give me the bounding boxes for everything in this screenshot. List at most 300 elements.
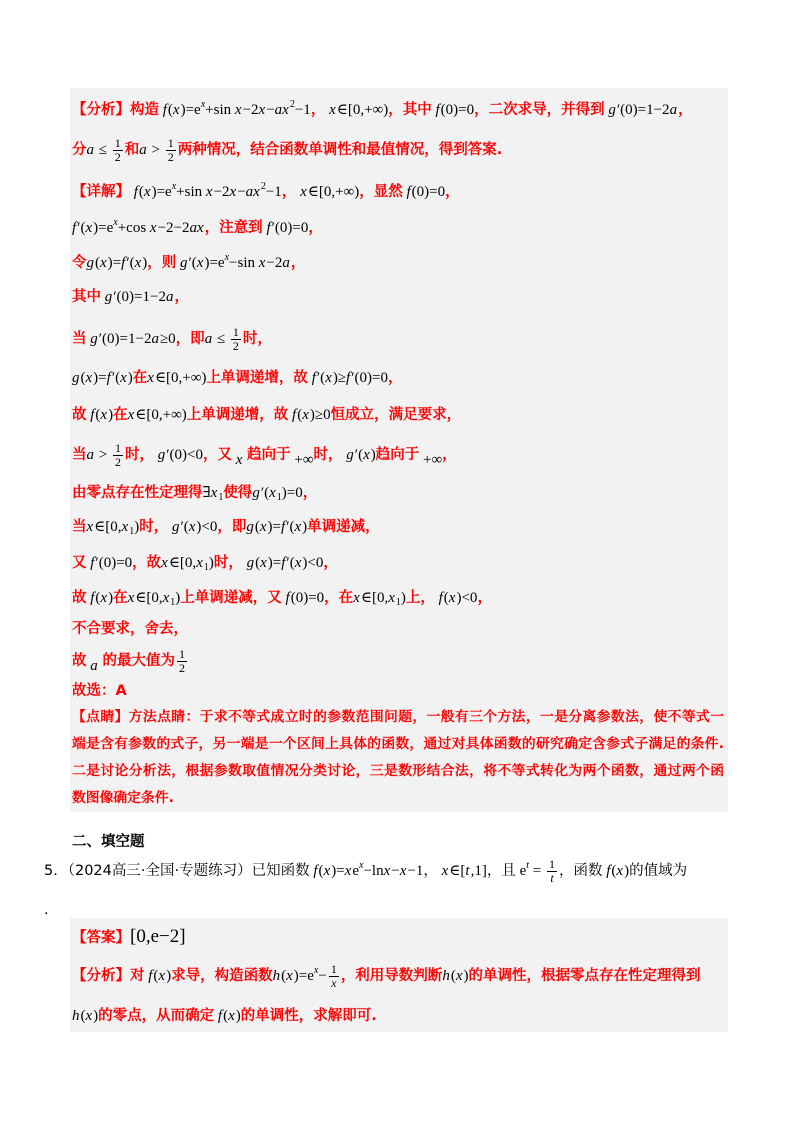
math-expression: = [529, 863, 545, 879]
math-expression: ′( [286, 519, 295, 535]
math-variable: x [286, 968, 293, 984]
solution-text: 由零点存在性定理得 [72, 485, 203, 501]
math-subscript: 1 [203, 562, 209, 573]
math-variable: x [448, 590, 456, 606]
math-variable: x [202, 184, 213, 200]
math-variable: a [86, 142, 94, 158]
math-variable: x [260, 555, 267, 571]
math-expression: ′( [354, 447, 364, 463]
fraction-numerator: 1 [114, 440, 121, 455]
math-variable: h [442, 968, 450, 984]
math-variable: h [72, 1008, 80, 1024]
math-expression: ) [302, 519, 308, 535]
math-expression: ′(0)=1−2 [98, 331, 152, 347]
math-variable: x [437, 863, 449, 879]
math-variable: ax [189, 220, 204, 236]
math-expression: −ln [363, 863, 384, 879]
math-expression: ) [208, 555, 214, 571]
fraction-numerator: 1 [167, 135, 174, 150]
math-expression: ′( [111, 370, 121, 386]
math-variable: f [106, 370, 111, 386]
fraction-denominator: 2 [167, 149, 174, 164]
math-variable: x [323, 863, 331, 879]
math-expression: ∈[0, [135, 590, 163, 606]
solution-text: 当 [72, 447, 87, 463]
math-variable: g [86, 331, 98, 347]
math-expression: (0)=0 [440, 102, 475, 118]
math-expression: ∃ [202, 485, 211, 501]
solution-text: ， [310, 102, 326, 118]
math-variable: g [604, 102, 616, 118]
fraction-denominator: 2 [179, 660, 185, 675]
math-variable: x [172, 102, 180, 118]
solution-text: 令 [72, 255, 87, 271]
solution-text: 恒成立，满足要求， [330, 407, 462, 423]
math-variable: g [153, 447, 166, 463]
solution-text: 故 [72, 653, 87, 669]
math-expression: > [147, 142, 164, 158]
solution-text: ， [174, 289, 189, 305]
math-expression: )=e [180, 102, 201, 118]
math-expression: ( [80, 1008, 86, 1024]
solution-text: 时， [242, 331, 272, 347]
math-variable: f [307, 370, 316, 386]
solution-text: 时， [124, 447, 154, 463]
solution-text: 趋向于 [247, 447, 291, 463]
math-variable: x [455, 968, 463, 984]
math-variable: x [388, 590, 395, 606]
math-variable: x [353, 590, 360, 606]
analysis-line [72, 361, 402, 395]
math-variable: x [231, 102, 242, 118]
math-expression: ∈[0, [168, 555, 197, 571]
solution-text: ，注意到 [204, 220, 263, 236]
math-expression: ∈[0,+∞) [135, 407, 187, 423]
math-variable: x [344, 863, 352, 879]
math-variable: x [399, 863, 407, 879]
solution-text: ， [290, 255, 306, 271]
solution-text: ， [445, 184, 460, 200]
math-expression: )=e [204, 255, 225, 271]
math-expression: +∞ [419, 452, 443, 468]
math-variable: x [269, 485, 276, 501]
analysis-box [70, 88, 728, 812]
analysis-line [72, 246, 305, 280]
solution-text: ，其中 [388, 102, 432, 118]
math-expression: ≥0 [159, 331, 176, 347]
math-expression: −1 [294, 102, 311, 118]
fraction-denominator: x [329, 976, 339, 990]
math-expression: )=0 [281, 485, 303, 501]
solution-text: ，二次求导，并得到 [474, 102, 605, 118]
math-variable: x [100, 590, 108, 606]
math-variable: x [143, 184, 151, 200]
solution-text: 分 [72, 142, 87, 158]
math-variable: f [309, 863, 318, 879]
fraction [177, 648, 187, 675]
solution-text: 【分析】构造 [72, 102, 159, 118]
math-expression: ) [142, 255, 148, 271]
math-variable: g [242, 555, 255, 571]
solution-text: 【分析】对 [72, 968, 145, 984]
fraction-denominator: 2 [114, 454, 121, 469]
math-variable: a [139, 142, 147, 158]
tip-line: 【点睛】方法点睛：于求不等式成立时的参数范围问题，一般有三个方法，一是分离参数法，使不等式一 [72, 709, 724, 725]
fraction-denominator: 2 [114, 149, 121, 164]
fraction-denominator: t [547, 871, 557, 885]
solution-text: 的零点，从而确定 [98, 1008, 215, 1024]
math-expression: ( [297, 407, 303, 423]
math-expression: )≥ [332, 370, 347, 386]
math-variable: x [158, 968, 166, 984]
analysis-line [72, 612, 188, 646]
math-variable: x [229, 184, 237, 200]
section-heading: 二、填空题 [72, 834, 145, 850]
math-variable: g [252, 485, 260, 501]
solution-text: 时， [213, 555, 243, 571]
math-variable: x [296, 184, 307, 200]
math-expression: ) [134, 519, 140, 535]
math-variable: x [196, 255, 204, 271]
math-superscript: t [526, 860, 530, 871]
math-expression: − [391, 863, 400, 879]
answer-blank: . [44, 902, 49, 918]
math-expression: ∈[0, [360, 590, 389, 606]
math-expression: ′(0)<0 [166, 447, 203, 463]
math-variable: g [101, 289, 113, 305]
tip-line: 二是讨论分析法，根据参数取值情况分类讨论，三是数形结合法，将不等式转化为两个函数，通过两个函 [72, 763, 724, 779]
math-expression: ( [95, 407, 101, 423]
math-variable: a [282, 255, 290, 271]
math-variable: f [431, 102, 440, 118]
math-expression: ′(0)=0 [95, 555, 133, 571]
analysis-line [72, 546, 338, 580]
math-subscript: 1 [395, 597, 401, 608]
solution-text: 上单调递增，故 [186, 407, 289, 423]
math-variable: x [146, 220, 157, 236]
analysis-line [72, 322, 272, 356]
math-expression: )= [267, 519, 282, 535]
math-variable: x [85, 1008, 93, 1024]
math-expression: )=e [93, 220, 114, 236]
solution-text: 当 [72, 519, 87, 535]
math-variable: x [161, 555, 168, 571]
math-variable: a [151, 331, 159, 347]
math-expression: ( [443, 590, 449, 606]
solution-text: ，即 [175, 331, 205, 347]
math-variable: a [86, 447, 94, 463]
math-expression: ) [370, 447, 376, 463]
math-expression: ( [153, 968, 159, 984]
analysis-line [72, 398, 461, 432]
solution-text: 趋向于 [375, 447, 420, 463]
solution-text: ，显然 [359, 184, 403, 200]
math-variable: f [144, 968, 153, 984]
solution-text: 故选：A [72, 683, 127, 699]
math-expression: ,1] [470, 863, 487, 879]
math-expression: ≤ [213, 331, 229, 347]
math-variable: f [281, 590, 290, 606]
analysis-line [72, 510, 380, 544]
solution-text: 的最大值为 [102, 653, 175, 669]
answer-line [72, 959, 700, 993]
math-expression: (0)=0 [411, 184, 446, 200]
analysis-line [72, 581, 492, 615]
math-variable: x [383, 863, 391, 879]
solution-text: ， [323, 555, 338, 571]
math-expression: )= [107, 255, 122, 271]
math-expression: ) [235, 1008, 241, 1024]
math-variable: f [434, 590, 443, 606]
math-variable: f [130, 184, 138, 200]
fraction [113, 137, 123, 164]
math-variable: g [342, 447, 354, 463]
question-text: ， [423, 863, 438, 879]
math-expression: ( [318, 863, 324, 879]
math-subscript: 1 [129, 526, 135, 537]
math-expression: ′( [188, 255, 197, 271]
math-variable: f [281, 555, 286, 571]
math-variable: x [100, 255, 107, 271]
solution-text: ， [387, 370, 403, 386]
solution-text: 上单调递减，又 [180, 590, 282, 606]
math-expression: )= [267, 555, 282, 571]
math-variable: f [602, 863, 611, 879]
question-text: 5．（2024高三·全国·专题练习）已知函数 [44, 863, 310, 879]
solution-text: 时， [139, 519, 169, 535]
solution-text: ， [281, 184, 297, 200]
solution-text: 故 [72, 407, 87, 423]
solution-text: 使得 [223, 485, 253, 501]
math-expression: ) [624, 863, 630, 879]
math-expression: ∈[ [449, 863, 466, 879]
analysis-line [72, 175, 460, 209]
math-variable: a [86, 658, 102, 674]
solution-text: ， [477, 590, 492, 606]
math-expression: −2−2 [157, 220, 190, 236]
math-expression: e [352, 863, 359, 879]
math-variable: f [214, 1008, 223, 1024]
math-expression: ′( [260, 485, 270, 501]
math-variable: x [147, 370, 154, 386]
math-variable: x [85, 220, 93, 236]
math-expression: ∈[0,+∞) [336, 102, 389, 118]
fraction-numerator: 1 [179, 646, 185, 661]
math-variable: x [255, 255, 266, 271]
solution-text: 求导，构造函数 [171, 968, 273, 984]
solution-text: ， [678, 102, 693, 118]
solution-text: ，又 [202, 447, 232, 463]
fraction-numerator: 1 [549, 856, 555, 871]
math-variable: g [176, 255, 188, 271]
math-variable: t [465, 863, 470, 879]
math-expression: − [266, 102, 275, 118]
math-superscript: 2 [289, 99, 295, 110]
question-text: 的值域为 [629, 863, 688, 879]
analysis-line [72, 644, 189, 678]
math-expression: ′( [316, 370, 326, 386]
solution-text: 在 [132, 370, 148, 386]
analysis-line [72, 93, 693, 127]
analysis-line [72, 674, 127, 708]
math-expression: ′(0)=0 [271, 220, 309, 236]
math-expression: −2 [213, 184, 230, 200]
math-variable: x [196, 555, 203, 571]
math-subscript: 1 [218, 492, 224, 503]
math-variable: x [616, 863, 624, 879]
math-variable: x [85, 370, 93, 386]
solution-text: ，故 [132, 555, 162, 571]
solution-text: 当 [72, 331, 87, 347]
math-expression: ′(0)=1−2 [113, 289, 166, 305]
math-expression: )<0 [302, 555, 324, 571]
math-expression: ( [255, 555, 261, 571]
math-superscript: 2 [260, 181, 266, 192]
math-expression: ) [93, 1008, 99, 1024]
solution-text: 故 [72, 590, 87, 606]
math-expression: ′( [180, 519, 189, 535]
math-variable: x [86, 519, 94, 535]
solution-text: ， [308, 220, 323, 236]
math-variable: x [259, 519, 267, 535]
math-expression: +sin [176, 184, 203, 200]
math-variable: g [168, 519, 180, 535]
math-expression: +∞ [290, 452, 314, 468]
solution-text: 两种情况，结合函数单调性和最值情况，得到答案. [177, 142, 503, 158]
math-variable: f [86, 555, 95, 571]
math-expression: ( [281, 968, 287, 984]
math-expression: − [237, 184, 246, 200]
math-expression: (0)=0 [290, 590, 325, 606]
solution-text: ， [302, 485, 318, 501]
math-expression: ′( [126, 255, 135, 271]
math-variable: h [272, 968, 281, 984]
math-variable: f [288, 407, 297, 423]
answer-line [72, 920, 186, 954]
answer-box [70, 918, 728, 1032]
math-expression: −2 [242, 102, 259, 118]
fraction-numerator: 1 [114, 135, 121, 150]
math-variable: a [669, 102, 678, 118]
math-expression: )<0 [196, 519, 218, 535]
math-variable: x [294, 555, 302, 571]
solution-text: ，则 [147, 255, 177, 271]
math-subscript: 1 [170, 597, 176, 608]
math-expression: − [318, 968, 327, 984]
fraction-numerator: 1 [330, 961, 337, 976]
math-expression: ′( [77, 220, 86, 236]
math-variable: x [302, 407, 309, 423]
math-expression: )<0 [456, 590, 478, 606]
math-expression: −1 [407, 863, 424, 879]
math-variable: x [325, 102, 336, 118]
question-text: ，函数 [559, 863, 603, 879]
math-expression: ( [95, 255, 100, 271]
math-expression: ) [400, 590, 406, 606]
solution-text: 单调递减， [307, 519, 380, 535]
math-superscript: x [200, 99, 206, 110]
math-expression: ( [611, 863, 617, 879]
math-variable: x [363, 447, 370, 463]
math-variable: f [86, 590, 95, 606]
solution-text: 【详解】 [72, 184, 130, 200]
analysis-line [72, 133, 502, 167]
math-superscript: x [313, 965, 319, 976]
math-variable: x [134, 255, 142, 271]
math-expression: ) [463, 968, 469, 984]
math-expression: ) [108, 407, 114, 423]
math-expression: −sin [229, 255, 256, 271]
math-variable: x [258, 102, 266, 118]
analysis-line [72, 438, 457, 472]
math-expression: )= [331, 863, 345, 879]
analysis-line [72, 280, 189, 314]
solution-text: ，在 [324, 590, 354, 606]
math-variable: x [325, 370, 332, 386]
math-expression: ) [175, 590, 181, 606]
solution-text: ， [442, 447, 457, 463]
math-variable: a [165, 289, 174, 305]
solution-text: 时， [313, 447, 343, 463]
analysis-line [72, 476, 317, 510]
solution-text: 和 [124, 142, 140, 158]
math-variable: x [294, 519, 302, 535]
math-superscript: x [224, 252, 230, 263]
fraction-numerator: 1 [232, 324, 239, 339]
solution-text: 在 [113, 590, 128, 606]
math-variable: x [228, 1008, 235, 1024]
math-superscript: x [113, 217, 118, 228]
math-variable: f [121, 255, 126, 271]
math-variable: f [262, 220, 271, 236]
analysis-line [72, 211, 323, 245]
math-variable: x [162, 590, 170, 606]
math-variable: ax [245, 184, 260, 200]
math-variable: x [121, 519, 129, 535]
math-superscript: x [359, 860, 364, 871]
answer-line [72, 999, 377, 1033]
math-expression: )= [93, 370, 107, 386]
math-expression: ∈[0,+∞) [307, 184, 360, 200]
math-expression: ∈[0,+∞) [154, 370, 207, 386]
answer-value: [0,e−2] [130, 926, 186, 947]
question-5 [44, 854, 687, 888]
math-variable: g [72, 370, 80, 386]
math-variable: x [188, 519, 196, 535]
fraction [329, 963, 339, 990]
solution-text: 的单调性，求解即可. [240, 1008, 377, 1024]
math-expression: ( [254, 519, 260, 535]
solution-text: 又 [72, 555, 87, 571]
fraction [547, 858, 557, 885]
solution-text: 其中 [72, 289, 101, 305]
solution-text: 上单调递增，故 [206, 370, 308, 386]
math-expression: ′(0)=0 [351, 370, 388, 386]
math-superscript: x [171, 181, 177, 192]
fraction [113, 442, 123, 469]
math-expression: −1 [265, 184, 282, 200]
math-expression: ( [167, 102, 173, 118]
math-expression: ( [95, 590, 101, 606]
math-variable: g [246, 519, 254, 535]
math-expression: ′( [286, 555, 295, 571]
solution-text: 不合要求，舍去， [72, 621, 188, 637]
math-variable: a [204, 331, 213, 347]
math-variable: x [120, 370, 127, 386]
math-variable: x [127, 590, 135, 606]
math-expression: ( [80, 370, 86, 386]
math-variable: f [402, 184, 411, 200]
